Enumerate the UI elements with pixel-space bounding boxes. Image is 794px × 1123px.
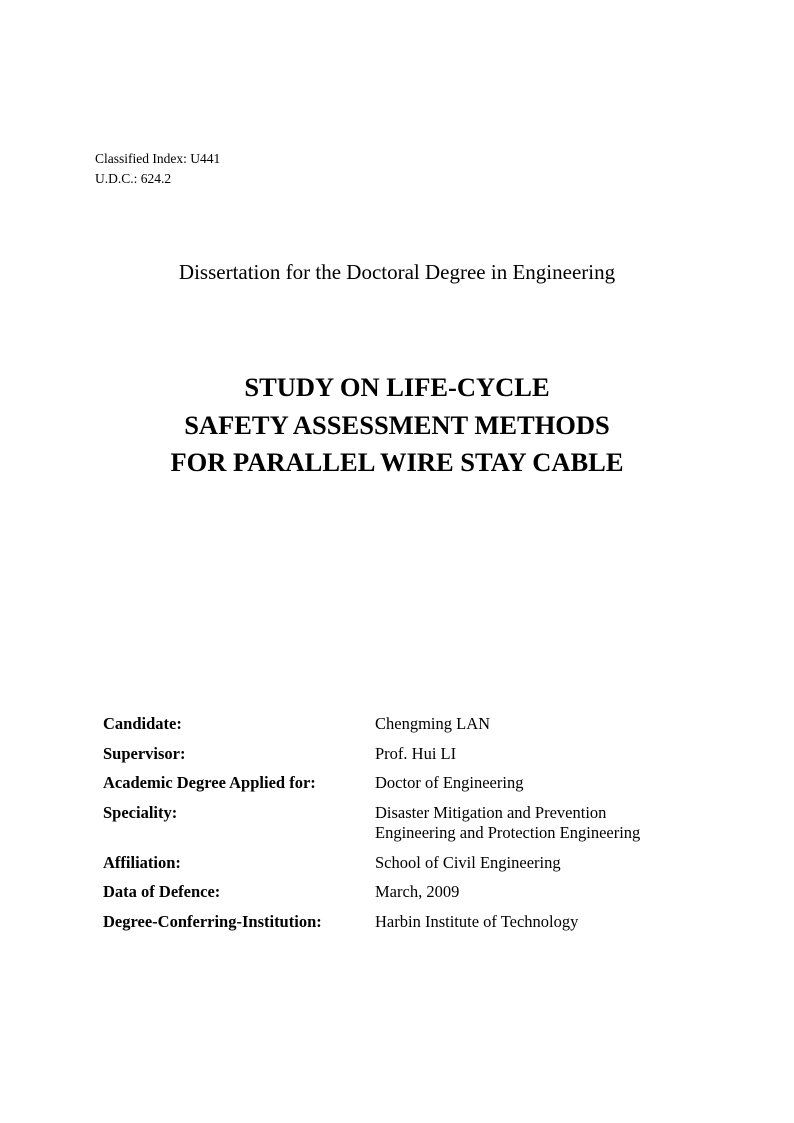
speciality-value: [375, 803, 640, 844]
institution-value: Harbin Institute of Technology: [375, 911, 579, 931]
affiliation-label: Affiliation:: [103, 852, 181, 872]
info-row-speciality: [103, 803, 640, 844]
speciality-value-line-2: Engineering and Protection Engineering: [375, 823, 641, 842]
info-row-defence-date: [103, 882, 640, 903]
classification-block: [95, 149, 220, 189]
candidate-info-table: [103, 714, 640, 941]
title-line-2: SAFETY ASSESSMENT METHODS: [184, 409, 610, 440]
udc-number: U.D.C.: 624.2: [95, 171, 172, 186]
defence-date-label: Data of Defence:: [103, 882, 221, 901]
academic-degree-value: Doctor of Engineering: [375, 773, 524, 792]
info-row-institution: [103, 912, 640, 933]
candidate-label: Candidate:: [103, 714, 182, 733]
title-line-1: STUDY ON LIFE-CYCLE: [244, 372, 550, 402]
candidate-value: Chengming LAN: [375, 714, 491, 733]
dissertation-title: [0, 369, 794, 482]
title-line-3: FOR PARALLEL WIRE STAY CABLE: [170, 447, 624, 477]
info-row-supervisor: [103, 744, 640, 765]
classified-index: Classified Index: U441: [95, 151, 221, 166]
affiliation-value: School of Civil Engineering: [375, 852, 561, 872]
institution-label: Degree-Conferring-Institution:: [103, 911, 322, 931]
supervisor-value: Prof. Hui LI: [375, 743, 457, 763]
info-row-candidate: [103, 714, 640, 735]
speciality-value-line-1: Disaster Mitigation and Prevention: [375, 802, 607, 822]
supervisor-label: Supervisor:: [103, 743, 186, 763]
info-row-affiliation: [103, 853, 640, 874]
academic-degree-label: Academic Degree Applied for:: [103, 773, 316, 792]
defence-date-value: March, 2009: [375, 882, 460, 901]
info-row-academic-degree: [103, 773, 640, 794]
speciality-label: Speciality:: [103, 802, 178, 822]
degree-statement: Dissertation for the Doctoral Degree in Engineering: [178, 260, 616, 284]
